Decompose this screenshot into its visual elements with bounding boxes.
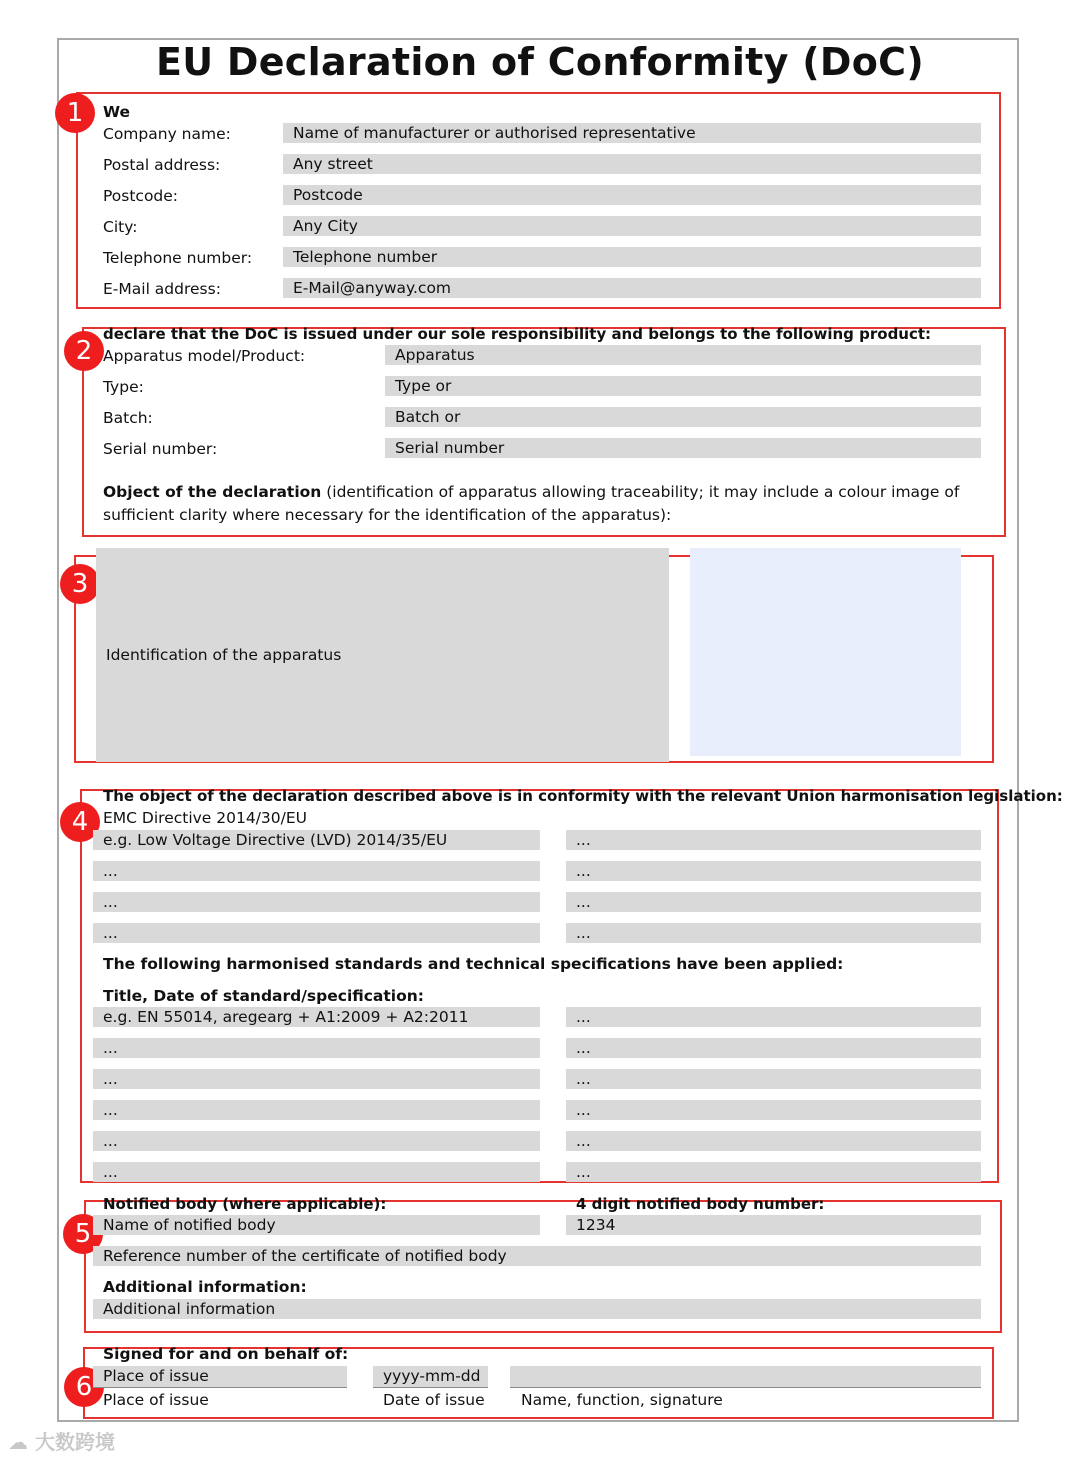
signed-on-behalf-label: Signed for and on behalf of: [103, 1345, 349, 1363]
standards-heading: The following harmonised standards and technical specifications have been applied: [103, 955, 844, 973]
section-4-heading: The object of the declaration described above is in conformity with the relevant Union harmonisation legislation: [103, 787, 1063, 805]
postal-address-field[interactable]: Any street [283, 154, 981, 174]
badge-3: 3 [60, 564, 100, 604]
place-of-issue-caption: Place of issue [103, 1391, 209, 1409]
apparatus-model-field[interactable]: Apparatus [385, 345, 981, 365]
certificate-reference-field[interactable]: Reference number of the certificate of notified body [93, 1246, 981, 1266]
standard-left-5[interactable]: ... [93, 1131, 540, 1151]
company-name-field[interactable]: Name of manufacturer or authorised representative [283, 123, 981, 143]
telephone-label: Telephone number: [103, 249, 253, 267]
email-label: E-Mail address: [103, 280, 221, 298]
notified-body-number-label: 4 digit notified body number: [576, 1195, 825, 1213]
watermark [8, 1426, 115, 1455]
section-2-heading: declare that the DoC is issued under our sole responsibility and belongs to the following product: [103, 325, 932, 343]
standard-left-4[interactable]: ... [93, 1100, 540, 1120]
legislation-left-1[interactable]: e.g. Low Voltage Directive (LVD) 2014/35/EU [93, 830, 540, 850]
standard-left-2[interactable]: ... [93, 1038, 540, 1058]
badge-5: 5 [63, 1214, 103, 1254]
badge-2: 2 [64, 331, 104, 371]
notified-body-number-field[interactable]: 1234 [566, 1215, 981, 1235]
standard-right-3[interactable]: ... [566, 1069, 981, 1089]
date-of-issue-caption: Date of issue [383, 1391, 485, 1409]
type-label: Type: [103, 378, 144, 396]
page-title: EU Declaration of Conformity (DoC) [155, 40, 925, 84]
legislation-right-3[interactable]: ... [566, 892, 981, 912]
telephone-field[interactable]: Telephone number [283, 247, 981, 267]
badge-4: 4 [60, 802, 100, 842]
signature-field[interactable] [510, 1366, 981, 1388]
identification-text: Identification of the apparatus [106, 646, 342, 664]
legislation-right-1[interactable]: ... [566, 830, 981, 850]
watermark-logo-icon: ☁︎ [8, 1430, 28, 1454]
signature-caption: Name, function, signature [521, 1391, 723, 1409]
place-of-issue-field[interactable]: Place of issue [93, 1366, 347, 1388]
email-field[interactable]: E-Mail@anyway.com [283, 278, 981, 298]
city-field[interactable]: Any City [283, 216, 981, 236]
additional-information-label: Additional information: [103, 1278, 307, 1296]
postcode-label: Postcode: [103, 187, 179, 205]
legislation-left-4[interactable]: ... [93, 923, 540, 943]
legislation-left-3[interactable]: ... [93, 892, 540, 912]
standard-right-5[interactable]: ... [566, 1131, 981, 1151]
badge-1: 1 [55, 93, 95, 133]
standard-left-3[interactable]: ... [93, 1069, 540, 1089]
standard-left-1[interactable]: e.g. EN 55014, aregearg + A1:2009 + A2:2011 [93, 1007, 540, 1027]
city-label: City: [103, 218, 138, 236]
standard-right-6[interactable]: ... [566, 1162, 981, 1182]
apparatus-model-label: Apparatus model/Product: [103, 347, 306, 365]
notified-body-label: Notified body (where applicable): [103, 1195, 387, 1213]
legislation-right-4[interactable]: ... [566, 923, 981, 943]
legislation-left-2[interactable]: ... [93, 861, 540, 881]
standard-left-6[interactable]: ... [93, 1162, 540, 1182]
serial-number-label: Serial number: [103, 440, 218, 458]
date-of-issue-field[interactable]: yyyy-mm-dd [373, 1366, 488, 1388]
object-of-declaration-bold: Object of the declaration [103, 483, 322, 501]
apparatus-image-placeholder[interactable] [690, 548, 961, 756]
object-of-declaration [103, 481, 983, 527]
section-1-heading: We [103, 103, 131, 121]
watermark-text: 大数跨境 [34, 1430, 115, 1454]
badge-6: 6 [64, 1367, 104, 1407]
standard-right-2[interactable]: ... [566, 1038, 981, 1058]
emc-directive: EMC Directive 2014/30/EU [103, 809, 308, 827]
company-name-label: Company name: [103, 125, 231, 143]
legislation-right-2[interactable]: ... [566, 861, 981, 881]
standard-right-1[interactable]: ... [566, 1007, 981, 1027]
postal-address-label: Postal address: [103, 156, 221, 174]
batch-label: Batch: [103, 409, 153, 427]
postcode-field[interactable]: Postcode [283, 185, 981, 205]
standard-right-4[interactable]: ... [566, 1100, 981, 1120]
serial-number-field[interactable]: Serial number [385, 438, 981, 458]
object-of-declaration-text: (identification of apparatus allowing traceability; it may include a colour image of sufficient clarity where necessary for the identification of the apparatus): [103, 483, 960, 524]
notified-body-field[interactable]: Name of notified body [93, 1215, 540, 1235]
batch-field[interactable]: Batch or [385, 407, 981, 427]
standards-subheading: Title, Date of standard/specification: [103, 987, 424, 1005]
additional-information-field[interactable]: Additional information [93, 1299, 981, 1319]
type-field[interactable]: Type or [385, 376, 981, 396]
